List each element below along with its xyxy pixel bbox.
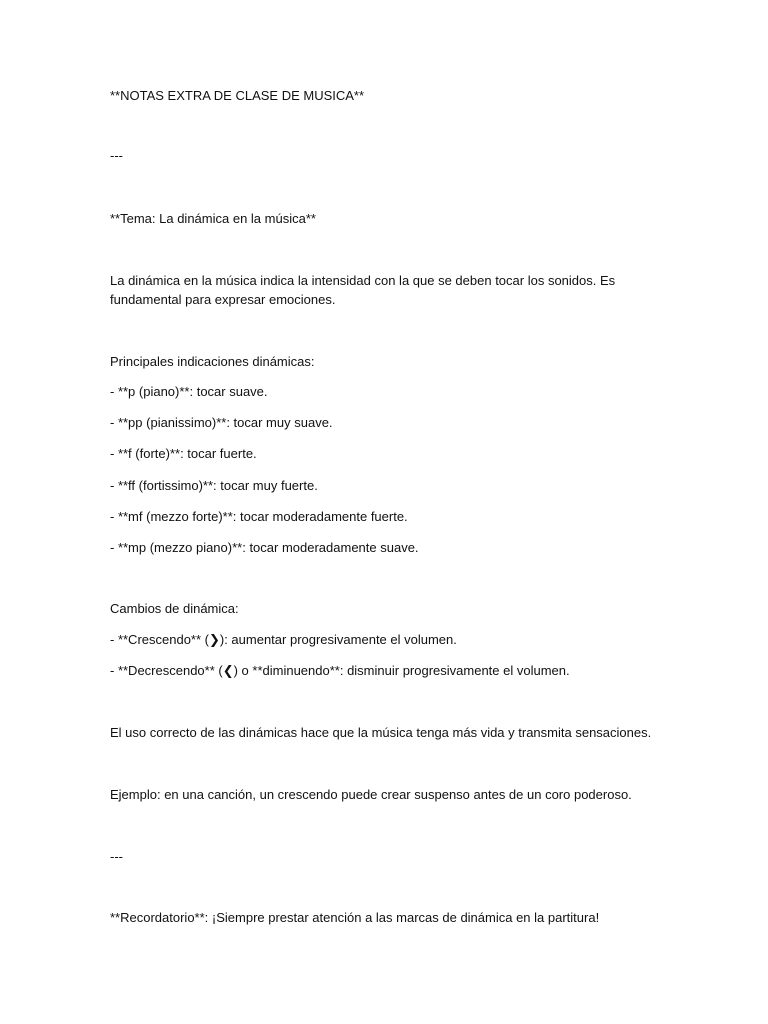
list-item: - **p (piano)**: tocar suave.: [110, 384, 268, 399]
reminder-paragraph: **Recordatorio**: ¡Siempre prestar atención a las marcas de dinámica en la partitura!: [110, 910, 600, 925]
separator-top: ---: [110, 148, 123, 163]
document-title: **NOTAS EXTRA DE CLASE DE MUSICA**: [110, 88, 365, 103]
list-item: - **ff (fortissimo)**: tocar muy fuerte.: [110, 478, 318, 493]
separator-bottom: ---: [110, 849, 123, 864]
list-item: - **f (forte)**: tocar fuerte.: [110, 446, 257, 461]
example-paragraph: Ejemplo: en una canción, un crescendo puede crear suspenso antes de un coro poderoso.: [110, 787, 632, 802]
list-item: - **mp (mezzo piano)**: tocar moderadamente suave.: [110, 540, 419, 555]
indications-heading: Principales indicaciones dinámicas:: [110, 354, 315, 369]
intro-paragraph: La dinámica en la música indica la intensidad con la que se deben tocar los sonidos. Es fundamental para expresar emociones.: [110, 273, 616, 307]
list-item: - **pp (pianissimo)**: tocar muy suave.: [110, 415, 333, 430]
usage-paragraph: El uso correcto de las dinámicas hace que la música tenga más vida y transmita sensaciones.: [110, 725, 652, 740]
changes-heading: Cambios de dinámica:: [110, 601, 239, 616]
list-item: - **Crescendo** (❯): aumentar progresivamente el volumen.: [110, 632, 457, 647]
topic-heading: **Tema: La dinámica en la música**: [110, 211, 316, 226]
list-item: - **Decrescendo** (❮) o **diminuendo**: disminuir progresivamente el volumen.: [110, 663, 570, 678]
list-item: - **mf (mezzo forte)**: tocar moderadamente fuerte.: [110, 509, 408, 524]
